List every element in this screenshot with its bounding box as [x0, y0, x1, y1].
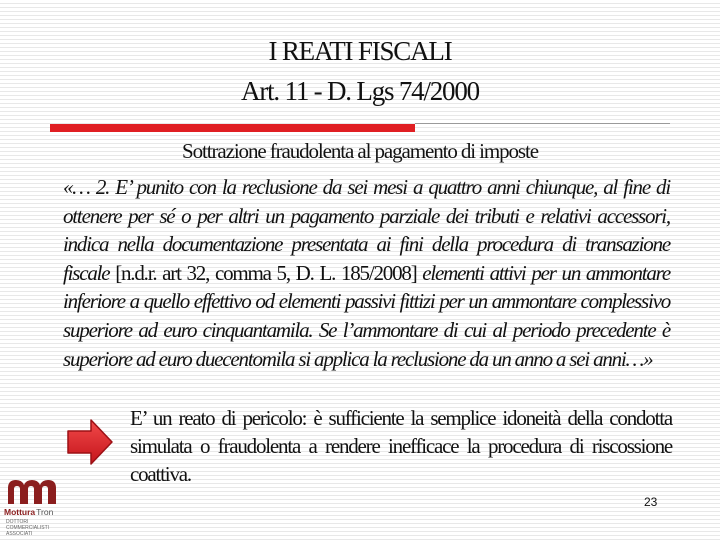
page-number: 23	[644, 495, 658, 509]
quote-text-part1: «… 2. E’ punito con la reclusione da sei mesi a quattro anni chiunque, al fine di ottenere per sé o per altri un pagamento parziale dei tributi e relativi accessori, indica nella documentazione presentata ai fini della procedura di transazione fiscale	[63, 175, 670, 285]
right-arrow-icon	[66, 418, 114, 466]
law-quote	[63, 173, 670, 373]
accent-bar	[50, 124, 415, 132]
slide-title: I REATI FISCALI	[268, 36, 452, 66]
mottura-tron-logo	[2, 476, 64, 538]
quote-text-part2: elementi attivi per un ammontare inferiore a quello effettivo od elementi passivi fittizi per un ammontare complessivo superiore ad euro cinquantamila. Se l’ammontare di cui al periodo precedente è superiore ad euro duecentomila si applica la reclusione da un anno a sei anni…»	[63, 260, 670, 371]
logo-tagline: COMMERCIALISTI	[6, 525, 50, 531]
slide-title-law-reference: Art. 11 - D. Lgs 74/2000	[241, 76, 479, 106]
divider-line	[415, 123, 670, 124]
logo-brand: MotturaTron	[4, 507, 54, 517]
logo-tagline: ASSOCIATI	[6, 531, 33, 537]
note-text: E’ un reato di pericolo: è sufficiente la semplice idoneità della condotta simulata o fraudolenta a rendere inefficace la procedura di riscossione coattiva.	[130, 406, 672, 486]
slide-subtitle: Sottrazione fraudolenta al pagamento di imposte	[182, 139, 538, 163]
logo-tagline: DOTTORI	[6, 519, 29, 525]
quote-reference: [n.d.r. art 32, comma 5, D. L. 185/2008]	[109, 260, 423, 285]
